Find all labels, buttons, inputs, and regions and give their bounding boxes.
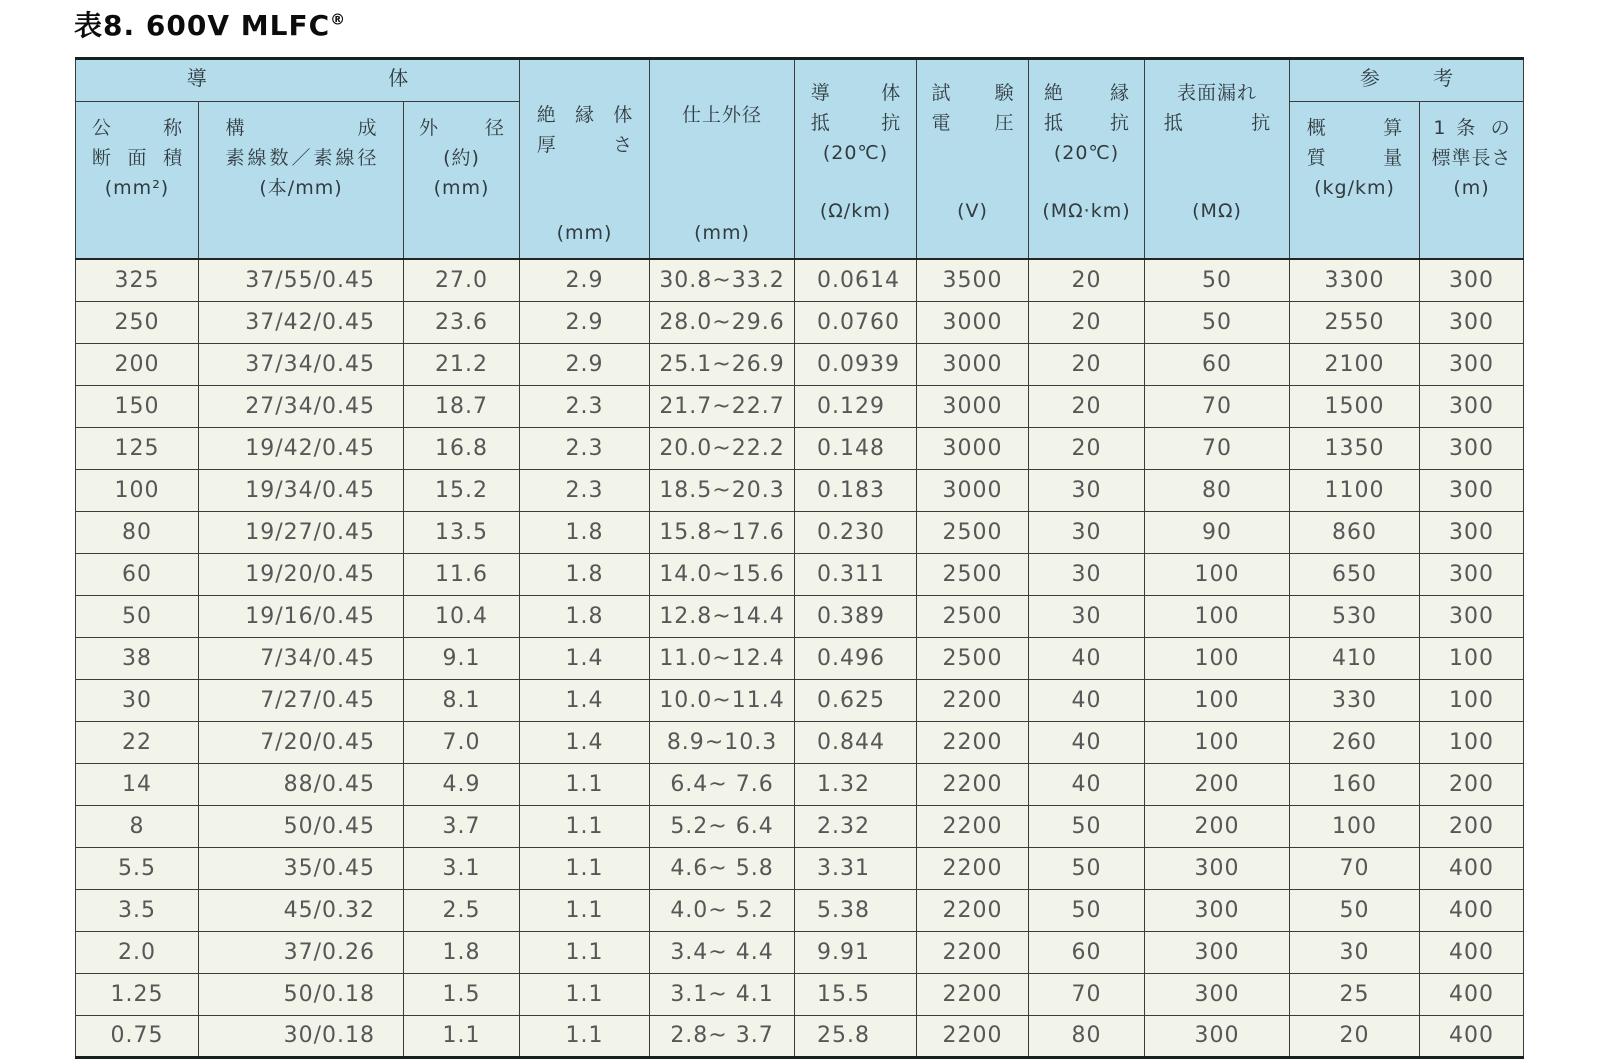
table-cell-nominal-cross-section: 200 bbox=[76, 343, 199, 385]
column-header-line: 断 面 積 bbox=[91, 147, 183, 169]
table-cell-nominal-cross-section: 0.75 bbox=[76, 1015, 199, 1057]
table-cell-composition: 30/0.18 bbox=[199, 1015, 404, 1057]
table-cell-test-voltage: 3500 bbox=[917, 259, 1029, 301]
table-cell-insulation-resistance: 70 bbox=[1029, 973, 1145, 1015]
table-row bbox=[76, 553, 1524, 595]
table-cell-nominal-cross-section: 5.5 bbox=[76, 847, 199, 889]
table-cell-insulation-thickness: 2.9 bbox=[520, 343, 650, 385]
group-header-conductor bbox=[76, 59, 520, 102]
column-header-line: 構 成 bbox=[225, 117, 377, 139]
table-cell-conductor-outer-diameter: 4.9 bbox=[404, 763, 520, 805]
table-cell-approx-mass: 2100 bbox=[1290, 343, 1420, 385]
table-cell-standard-length: 400 bbox=[1420, 889, 1524, 931]
spec-table-head bbox=[76, 59, 1524, 260]
table-cell-finished-outer-diameter: 3.1~ 4.1 bbox=[650, 973, 795, 1015]
table-cell-conductor-resistance: 0.389 bbox=[795, 595, 917, 637]
table-row bbox=[76, 259, 1524, 301]
table-cell-insulation-thickness: 1.4 bbox=[520, 721, 650, 763]
table-cell-conductor-outer-diameter: 3.1 bbox=[404, 847, 520, 889]
table-cell-nominal-cross-section: 50 bbox=[76, 595, 199, 637]
table-cell-composition: 19/34/0.45 bbox=[199, 469, 404, 511]
column-header-surface-leakage-resistance bbox=[1145, 59, 1290, 260]
column-header-line: (mm²) bbox=[104, 177, 170, 199]
table-cell-standard-length: 100 bbox=[1420, 679, 1524, 721]
table-cell-surface-leakage-resistance: 90 bbox=[1145, 511, 1290, 553]
column-header-line: (Ω/km) bbox=[819, 200, 892, 222]
table-cell-insulation-thickness: 1.1 bbox=[520, 763, 650, 805]
table-cell-approx-mass: 50 bbox=[1290, 889, 1420, 931]
table-cell-conductor-outer-diameter: 27.0 bbox=[404, 259, 520, 301]
table-cell-insulation-resistance: 60 bbox=[1029, 931, 1145, 973]
table-cell-approx-mass: 330 bbox=[1290, 679, 1420, 721]
table-cell-insulation-thickness: 1.8 bbox=[520, 511, 650, 553]
table-cell-nominal-cross-section: 80 bbox=[76, 511, 199, 553]
table-cell-conductor-outer-diameter: 11.6 bbox=[404, 553, 520, 595]
table-cell-conductor-outer-diameter: 16.8 bbox=[404, 427, 520, 469]
table-cell-insulation-resistance: 80 bbox=[1029, 1015, 1145, 1057]
column-header-standard-length bbox=[1420, 102, 1524, 260]
table-cell-insulation-resistance: 20 bbox=[1029, 301, 1145, 343]
table-cell-surface-leakage-resistance: 50 bbox=[1145, 259, 1290, 301]
table-cell-composition: 37/42/0.45 bbox=[199, 301, 404, 343]
column-header-nominal-cross-section bbox=[76, 102, 199, 260]
table-cell-conductor-outer-diameter: 8.1 bbox=[404, 679, 520, 721]
table-row bbox=[76, 427, 1524, 469]
table-cell-conductor-outer-diameter: 1.5 bbox=[404, 973, 520, 1015]
column-header-conductor-outer-diameter bbox=[404, 102, 520, 260]
column-header-line: (本/mm) bbox=[259, 177, 343, 199]
table-cell-composition: 19/42/0.45 bbox=[199, 427, 404, 469]
table-cell-surface-leakage-resistance: 300 bbox=[1145, 889, 1290, 931]
table-cell-nominal-cross-section: 325 bbox=[76, 259, 199, 301]
table-cell-insulation-resistance: 30 bbox=[1029, 595, 1145, 637]
table-cell-composition: 37/34/0.45 bbox=[199, 343, 404, 385]
table-row bbox=[76, 301, 1524, 343]
table-cell-conductor-resistance: 0.0614 bbox=[795, 259, 917, 301]
table-cell-conductor-outer-diameter: 21.2 bbox=[404, 343, 520, 385]
table-cell-nominal-cross-section: 250 bbox=[76, 301, 199, 343]
table-cell-insulation-resistance: 20 bbox=[1029, 343, 1145, 385]
column-header-line: 標準長さ bbox=[1431, 147, 1512, 169]
table-cell-conductor-resistance: 0.230 bbox=[795, 511, 917, 553]
table-cell-approx-mass: 1100 bbox=[1290, 469, 1420, 511]
table-cell-surface-leakage-resistance: 100 bbox=[1145, 637, 1290, 679]
table-cell-surface-leakage-resistance: 60 bbox=[1145, 343, 1290, 385]
table-cell-insulation-resistance: 20 bbox=[1029, 259, 1145, 301]
table-cell-finished-outer-diameter: 14.0~15.6 bbox=[650, 553, 795, 595]
table-cell-insulation-thickness: 1.4 bbox=[520, 679, 650, 721]
table-cell-test-voltage: 2200 bbox=[917, 721, 1029, 763]
table-cell-composition: 7/20/0.45 bbox=[199, 721, 404, 763]
table-row bbox=[76, 931, 1524, 973]
page-title bbox=[74, 4, 345, 44]
table-cell-approx-mass: 410 bbox=[1290, 637, 1420, 679]
table-cell-standard-length: 100 bbox=[1420, 721, 1524, 763]
table-cell-conductor-resistance: 0.625 bbox=[795, 679, 917, 721]
table-cell-conductor-outer-diameter: 23.6 bbox=[404, 301, 520, 343]
table-cell-composition: 88/0.45 bbox=[199, 763, 404, 805]
group-header-label: 参 考 bbox=[1359, 65, 1454, 90]
table-cell-nominal-cross-section: 14 bbox=[76, 763, 199, 805]
table-cell-standard-length: 200 bbox=[1420, 763, 1524, 805]
table-cell-nominal-cross-section: 38 bbox=[76, 637, 199, 679]
column-header-composition bbox=[199, 102, 404, 260]
table-cell-insulation-resistance: 30 bbox=[1029, 553, 1145, 595]
table-cell-insulation-thickness: 1.8 bbox=[520, 595, 650, 637]
table-cell-conductor-resistance: 1.32 bbox=[795, 763, 917, 805]
table-cell-finished-outer-diameter: 12.8~14.4 bbox=[650, 595, 795, 637]
table-cell-test-voltage: 3000 bbox=[917, 385, 1029, 427]
table-cell-insulation-thickness: 1.1 bbox=[520, 847, 650, 889]
column-header-line: 素線数／素線径 bbox=[225, 147, 377, 169]
table-cell-conductor-resistance: 0.148 bbox=[795, 427, 917, 469]
table-cell-insulation-resistance: 30 bbox=[1029, 469, 1145, 511]
column-header-line: (kg/km) bbox=[1314, 177, 1395, 199]
column-header-line: 抵 抗 bbox=[1163, 112, 1271, 134]
table-cell-standard-length: 300 bbox=[1420, 385, 1524, 427]
table-cell-finished-outer-diameter: 4.0~ 5.2 bbox=[650, 889, 795, 931]
table-cell-finished-outer-diameter: 10.0~11.4 bbox=[650, 679, 795, 721]
column-header-line: (mm) bbox=[694, 222, 750, 244]
table-cell-approx-mass: 530 bbox=[1290, 595, 1420, 637]
table-cell-approx-mass: 70 bbox=[1290, 847, 1420, 889]
table-cell-standard-length: 300 bbox=[1420, 553, 1524, 595]
table-row bbox=[76, 469, 1524, 511]
table-cell-approx-mass: 860 bbox=[1290, 511, 1420, 553]
column-header-line: 1 条 の bbox=[1433, 117, 1510, 139]
table-cell-conductor-outer-diameter: 13.5 bbox=[404, 511, 520, 553]
column-header-line: (mm) bbox=[433, 177, 490, 199]
table-cell-insulation-resistance: 20 bbox=[1029, 385, 1145, 427]
table-cell-surface-leakage-resistance: 300 bbox=[1145, 847, 1290, 889]
group-header-reference bbox=[1290, 59, 1524, 102]
table-cell-insulation-thickness: 2.3 bbox=[520, 427, 650, 469]
column-header-line: 試 験 bbox=[931, 82, 1014, 104]
table-cell-conductor-resistance: 9.91 bbox=[795, 931, 917, 973]
table-cell-surface-leakage-resistance: 100 bbox=[1145, 721, 1290, 763]
column-header-approx-mass bbox=[1290, 102, 1420, 260]
table-cell-insulation-thickness: 1.8 bbox=[520, 553, 650, 595]
table-cell-test-voltage: 2200 bbox=[917, 763, 1029, 805]
table-row bbox=[76, 385, 1524, 427]
table-cell-insulation-resistance: 50 bbox=[1029, 847, 1145, 889]
table-cell-finished-outer-diameter: 6.4~ 7.6 bbox=[650, 763, 795, 805]
table-cell-composition: 27/34/0.45 bbox=[199, 385, 404, 427]
table-cell-standard-length: 300 bbox=[1420, 469, 1524, 511]
table-cell-test-voltage: 2200 bbox=[917, 973, 1029, 1015]
table-cell-surface-leakage-resistance: 200 bbox=[1145, 763, 1290, 805]
table-cell-nominal-cross-section: 1.25 bbox=[76, 973, 199, 1015]
table-cell-surface-leakage-resistance: 80 bbox=[1145, 469, 1290, 511]
column-header-line: (20℃) bbox=[1053, 142, 1120, 164]
table-row bbox=[76, 805, 1524, 847]
table-cell-approx-mass: 2550 bbox=[1290, 301, 1420, 343]
table-cell-composition: 7/27/0.45 bbox=[199, 679, 404, 721]
table-cell-test-voltage: 2200 bbox=[917, 1015, 1029, 1057]
table-cell-standard-length: 300 bbox=[1420, 427, 1524, 469]
table-cell-test-voltage: 3000 bbox=[917, 301, 1029, 343]
table-row bbox=[76, 889, 1524, 931]
table-cell-standard-length: 300 bbox=[1420, 343, 1524, 385]
table-cell-conductor-resistance: 5.38 bbox=[795, 889, 917, 931]
table-cell-conductor-resistance: 2.32 bbox=[795, 805, 917, 847]
table-cell-finished-outer-diameter: 11.0~12.4 bbox=[650, 637, 795, 679]
table-cell-conductor-resistance: 3.31 bbox=[795, 847, 917, 889]
table-cell-standard-length: 300 bbox=[1420, 301, 1524, 343]
table-cell-conductor-outer-diameter: 10.4 bbox=[404, 595, 520, 637]
table-cell-approx-mass: 160 bbox=[1290, 763, 1420, 805]
column-header-line: (約) bbox=[443, 147, 480, 169]
spec-table-body bbox=[76, 259, 1524, 1057]
table-cell-insulation-thickness: 1.1 bbox=[520, 805, 650, 847]
column-header-line: 絶 縁 体 bbox=[536, 104, 633, 126]
column-header-line: (MΩ·km) bbox=[1042, 200, 1131, 222]
table-cell-approx-mass: 3300 bbox=[1290, 259, 1420, 301]
table-cell-finished-outer-diameter: 5.2~ 6.4 bbox=[650, 805, 795, 847]
table-cell-finished-outer-diameter: 18.5~20.3 bbox=[650, 469, 795, 511]
table-cell-standard-length: 400 bbox=[1420, 973, 1524, 1015]
table-cell-composition: 19/16/0.45 bbox=[199, 595, 404, 637]
table-row bbox=[76, 973, 1524, 1015]
table-cell-conductor-resistance: 0.0760 bbox=[795, 301, 917, 343]
table-cell-nominal-cross-section: 22 bbox=[76, 721, 199, 763]
table-cell-conductor-outer-diameter: 18.7 bbox=[404, 385, 520, 427]
column-header-line: 質 量 bbox=[1306, 147, 1403, 169]
column-header-line: (V) bbox=[957, 200, 988, 222]
table-row bbox=[76, 1015, 1524, 1057]
column-header-finished-outer-diameter bbox=[650, 59, 795, 260]
table-row bbox=[76, 511, 1524, 553]
table-cell-insulation-resistance: 40 bbox=[1029, 763, 1145, 805]
table-cell-standard-length: 300 bbox=[1420, 259, 1524, 301]
table-cell-insulation-thickness: 2.9 bbox=[520, 301, 650, 343]
table-cell-approx-mass: 30 bbox=[1290, 931, 1420, 973]
table-cell-composition: 35/0.45 bbox=[199, 847, 404, 889]
table-cell-insulation-resistance: 40 bbox=[1029, 637, 1145, 679]
table-cell-conductor-resistance: 0.844 bbox=[795, 721, 917, 763]
spec-table bbox=[75, 57, 1524, 1059]
table-cell-nominal-cross-section: 30 bbox=[76, 679, 199, 721]
table-cell-conductor-outer-diameter: 1.8 bbox=[404, 931, 520, 973]
table-cell-surface-leakage-resistance: 300 bbox=[1145, 973, 1290, 1015]
table-cell-composition: 7/34/0.45 bbox=[199, 637, 404, 679]
table-cell-test-voltage: 2200 bbox=[917, 679, 1029, 721]
table-cell-finished-outer-diameter: 21.7~22.7 bbox=[650, 385, 795, 427]
table-cell-standard-length: 400 bbox=[1420, 847, 1524, 889]
table-cell-insulation-resistance: 20 bbox=[1029, 427, 1145, 469]
table-cell-composition: 19/27/0.45 bbox=[199, 511, 404, 553]
table-cell-surface-leakage-resistance: 100 bbox=[1145, 595, 1290, 637]
table-cell-surface-leakage-resistance: 50 bbox=[1145, 301, 1290, 343]
table-cell-approx-mass: 1500 bbox=[1290, 385, 1420, 427]
table-cell-surface-leakage-resistance: 200 bbox=[1145, 805, 1290, 847]
table-cell-test-voltage: 2200 bbox=[917, 931, 1029, 973]
table-cell-conductor-resistance: 0.496 bbox=[795, 637, 917, 679]
table-cell-standard-length: 200 bbox=[1420, 805, 1524, 847]
table-cell-composition: 37/0.26 bbox=[199, 931, 404, 973]
table-row bbox=[76, 343, 1524, 385]
table-row bbox=[76, 763, 1524, 805]
table-cell-finished-outer-diameter: 28.0~29.6 bbox=[650, 301, 795, 343]
table-cell-nominal-cross-section: 3.5 bbox=[76, 889, 199, 931]
table-cell-standard-length: 300 bbox=[1420, 511, 1524, 553]
table-cell-insulation-resistance: 40 bbox=[1029, 721, 1145, 763]
table-cell-nominal-cross-section: 60 bbox=[76, 553, 199, 595]
table-cell-conductor-resistance: 0.0939 bbox=[795, 343, 917, 385]
table-cell-finished-outer-diameter: 30.8~33.2 bbox=[650, 259, 795, 301]
table-cell-insulation-resistance: 40 bbox=[1029, 679, 1145, 721]
table-cell-approx-mass: 100 bbox=[1290, 805, 1420, 847]
table-cell-test-voltage: 3000 bbox=[917, 343, 1029, 385]
table-cell-test-voltage: 3000 bbox=[917, 427, 1029, 469]
table-cell-conductor-resistance: 0.311 bbox=[795, 553, 917, 595]
table-cell-approx-mass: 20 bbox=[1290, 1015, 1420, 1057]
table-cell-test-voltage: 2500 bbox=[917, 637, 1029, 679]
table-cell-approx-mass: 650 bbox=[1290, 553, 1420, 595]
column-header-test-voltage bbox=[917, 59, 1029, 260]
table-cell-test-voltage: 2500 bbox=[917, 595, 1029, 637]
table-row bbox=[76, 595, 1524, 637]
table-cell-approx-mass: 260 bbox=[1290, 721, 1420, 763]
table-cell-insulation-resistance: 50 bbox=[1029, 889, 1145, 931]
table-cell-insulation-resistance: 30 bbox=[1029, 511, 1145, 553]
table-cell-insulation-thickness: 1.1 bbox=[520, 889, 650, 931]
table-cell-finished-outer-diameter: 25.1~26.9 bbox=[650, 343, 795, 385]
column-header-line: 絶 縁 bbox=[1043, 82, 1130, 104]
table-cell-conductor-outer-diameter: 1.1 bbox=[404, 1015, 520, 1057]
page-title-text: 表8. 600V MLFC bbox=[74, 9, 331, 42]
table-cell-nominal-cross-section: 8 bbox=[76, 805, 199, 847]
table-cell-composition: 45/0.32 bbox=[199, 889, 404, 931]
table-cell-surface-leakage-resistance: 70 bbox=[1145, 427, 1290, 469]
table-cell-standard-length: 400 bbox=[1420, 931, 1524, 973]
table-cell-conductor-resistance: 0.183 bbox=[795, 469, 917, 511]
table-cell-nominal-cross-section: 100 bbox=[76, 469, 199, 511]
table-cell-conductor-resistance: 25.8 bbox=[795, 1015, 917, 1057]
table-cell-test-voltage: 2200 bbox=[917, 805, 1029, 847]
table-cell-insulation-thickness: 1.1 bbox=[520, 931, 650, 973]
table-cell-surface-leakage-resistance: 300 bbox=[1145, 1015, 1290, 1057]
table-cell-standard-length: 300 bbox=[1420, 595, 1524, 637]
table-cell-insulation-resistance: 50 bbox=[1029, 805, 1145, 847]
column-header-line: (MΩ) bbox=[1192, 200, 1242, 222]
table-cell-composition: 19/20/0.45 bbox=[199, 553, 404, 595]
table-cell-insulation-thickness: 2.3 bbox=[520, 469, 650, 511]
table-cell-test-voltage: 2500 bbox=[917, 553, 1029, 595]
table-cell-conductor-resistance: 15.5 bbox=[795, 973, 917, 1015]
column-header-line: (m) bbox=[1453, 177, 1490, 199]
column-header-line: 外 径 bbox=[418, 117, 505, 139]
table-cell-standard-length: 400 bbox=[1420, 1015, 1524, 1057]
column-header-line: 表面漏れ bbox=[1177, 82, 1258, 104]
table-cell-conductor-resistance: 0.129 bbox=[795, 385, 917, 427]
column-header-line: (20℃) bbox=[822, 142, 889, 164]
table-row bbox=[76, 637, 1524, 679]
column-header-conductor-resistance bbox=[795, 59, 917, 260]
table-cell-finished-outer-diameter: 8.9~10.3 bbox=[650, 721, 795, 763]
table-cell-standard-length: 100 bbox=[1420, 637, 1524, 679]
table-cell-nominal-cross-section: 150 bbox=[76, 385, 199, 427]
table-cell-surface-leakage-resistance: 70 bbox=[1145, 385, 1290, 427]
table-cell-conductor-outer-diameter: 15.2 bbox=[404, 469, 520, 511]
column-header-insulation-thickness bbox=[520, 59, 650, 260]
table-cell-approx-mass: 25 bbox=[1290, 973, 1420, 1015]
column-header-line: 導 体 bbox=[810, 82, 901, 104]
table-cell-test-voltage: 2200 bbox=[917, 889, 1029, 931]
column-header-line: 概 算 bbox=[1306, 117, 1403, 139]
table-cell-surface-leakage-resistance: 300 bbox=[1145, 931, 1290, 973]
table-cell-finished-outer-diameter: 2.8~ 3.7 bbox=[650, 1015, 795, 1057]
table-cell-finished-outer-diameter: 4.6~ 5.8 bbox=[650, 847, 795, 889]
table-cell-approx-mass: 1350 bbox=[1290, 427, 1420, 469]
table-cell-composition: 37/55/0.45 bbox=[199, 259, 404, 301]
column-header-line: 抵 抗 bbox=[810, 112, 901, 134]
table-cell-nominal-cross-section: 2.0 bbox=[76, 931, 199, 973]
column-header-line: (mm) bbox=[556, 222, 613, 244]
table-cell-surface-leakage-resistance: 100 bbox=[1145, 553, 1290, 595]
table-cell-nominal-cross-section: 125 bbox=[76, 427, 199, 469]
table-cell-composition: 50/0.45 bbox=[199, 805, 404, 847]
column-header-line: 抵 抗 bbox=[1043, 112, 1130, 134]
table-cell-conductor-outer-diameter: 9.1 bbox=[404, 637, 520, 679]
column-header-line: 厚 さ bbox=[536, 134, 633, 156]
table-cell-test-voltage: 3000 bbox=[917, 469, 1029, 511]
group-header-label: 導 体 bbox=[186, 65, 409, 90]
table-cell-finished-outer-diameter: 20.0~22.2 bbox=[650, 427, 795, 469]
table-row bbox=[76, 679, 1524, 721]
table-cell-test-voltage: 2500 bbox=[917, 511, 1029, 553]
table-cell-composition: 50/0.18 bbox=[199, 973, 404, 1015]
table-cell-insulation-thickness: 1.1 bbox=[520, 973, 650, 1015]
table-cell-test-voltage: 2200 bbox=[917, 847, 1029, 889]
table-cell-insulation-thickness: 1.1 bbox=[520, 1015, 650, 1057]
table-cell-finished-outer-diameter: 15.8~17.6 bbox=[650, 511, 795, 553]
table-cell-conductor-outer-diameter: 3.7 bbox=[404, 805, 520, 847]
table-cell-surface-leakage-resistance: 100 bbox=[1145, 679, 1290, 721]
table-cell-finished-outer-diameter: 3.4~ 4.4 bbox=[650, 931, 795, 973]
table-row bbox=[76, 847, 1524, 889]
table-row bbox=[76, 721, 1524, 763]
column-header-insulation-resistance bbox=[1029, 59, 1145, 260]
table-cell-insulation-thickness: 2.9 bbox=[520, 259, 650, 301]
registered-trademark: ® bbox=[330, 10, 346, 29]
column-header-line: 仕上外径 bbox=[682, 104, 763, 126]
table-cell-insulation-thickness: 1.4 bbox=[520, 637, 650, 679]
column-header-line: 電 圧 bbox=[931, 112, 1014, 134]
table-cell-conductor-outer-diameter: 2.5 bbox=[404, 889, 520, 931]
table-cell-conductor-outer-diameter: 7.0 bbox=[404, 721, 520, 763]
table-cell-insulation-thickness: 2.3 bbox=[520, 385, 650, 427]
header-group-row bbox=[76, 59, 1524, 102]
column-header-line: 公 称 bbox=[91, 117, 183, 139]
